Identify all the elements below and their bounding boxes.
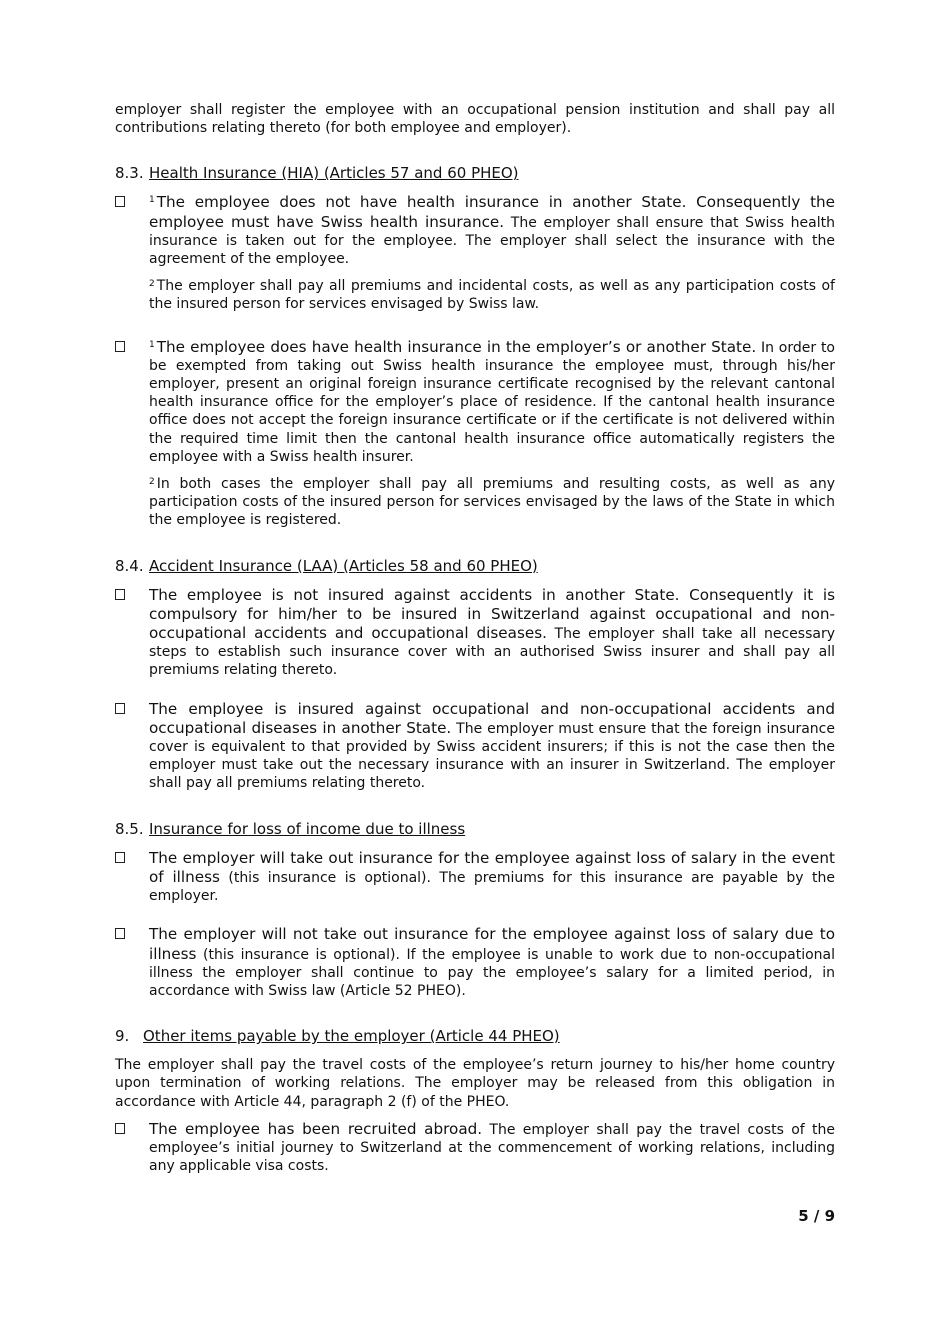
- recruited-abroad-option: [115, 1120, 835, 1176]
- section-8-5-heading: [115, 820, 835, 839]
- option-text: [149, 586, 835, 680]
- hia-option-2: [115, 338, 835, 530]
- checkbox[interactable]: [115, 928, 125, 939]
- option-paragraph-2: [149, 475, 835, 530]
- document-page: [115, 101, 835, 1175]
- section-title: Other items payable by the employer (Article 44 PHEO): [143, 1027, 560, 1046]
- checkbox[interactable]: [115, 852, 125, 863]
- section-8-3-heading: [115, 164, 835, 183]
- footnote-marker: 1: [149, 195, 155, 206]
- option-lead: The employee is insured against occupational and non-occupational accidents and occupational diseases in another State.: [149, 699, 835, 737]
- option-text: [149, 849, 835, 906]
- section-9-text: The employer shall pay the travel costs of the employee’s return journey to his/her home country upon termination of working relations. The employer may be released from this obligation in accordance with Article 44, paragraph 2 (f) of the PHEO.: [115, 1057, 835, 1110]
- section-number: 8.5.: [115, 819, 144, 838]
- hia-option-1: [115, 193, 835, 313]
- option-para2-text: The employer shall pay all premiums and incidental costs, as well as any participation costs of the insured person for services envisaged by Swiss law.: [149, 278, 835, 313]
- option-text: [149, 925, 835, 1000]
- option-lead: The employee does not have health insurance in another State. Consequently the employee must have Swiss health insurance.: [149, 193, 835, 231]
- checkbox[interactable]: [115, 703, 125, 714]
- option-lead: The employee does have health insurance in the employer’s or another State.: [156, 337, 757, 356]
- section-number: 8.4.: [115, 556, 144, 575]
- option-lead: The employee has been recruited abroad.: [149, 1119, 483, 1138]
- option-lead: The employer will not take out insurance for the employee against loss of salary due to illness: [149, 925, 835, 963]
- option-rest: The employer shall take all necessary steps to establish such insurance cover with an authorised Swiss insurer and shall pay all premiums relating thereto.: [149, 626, 835, 679]
- option-lead: The employee is not insured against accidents in another State. Consequently it is compulsory for him/her to be insured in Switzerland against occupational and non-occupational accidents and occupational diseases.: [149, 585, 835, 643]
- section-number: 9.: [115, 1027, 130, 1046]
- option-rest: (this insurance is optional). The premiums for this insurance are payable by the employer.: [149, 869, 836, 905]
- option-rest: (this insurance is optional). If the employee is unable to work due to non-occupational illness the employer shall continue to pay the employee’s salary for a limited period, in accordance with Swiss law (Article 52 PHEO).: [149, 946, 835, 999]
- footnote-marker: 2: [149, 477, 155, 488]
- option-rest: In order to be exempted from taking out Swiss health insurance the employee must, through his/her employer, present an original foreign insurance certificate recognised by the relevant cantonal health insurance office for the employer’s place of residence. If the cantonal health insurance office does not accept the foreign insurance certificate or if the certificate is not delivered within the required time limit then the cantonal health insurance office automatically registers the employee with a Swiss health insurer.: [149, 339, 835, 465]
- section-number: 8.3.: [115, 164, 144, 183]
- option-rest: The employer shall pay the travel costs of the employee’s initial journey to Switzerland at the commencement of working relations, including any applicable visa costs.: [149, 1121, 835, 1175]
- option-text: [149, 193, 835, 268]
- section-title: Health Insurance (HIA) (Articles 57 and 60 PHEO): [149, 164, 519, 183]
- laa-option-1: [115, 586, 835, 680]
- checkbox[interactable]: [115, 1123, 125, 1134]
- option-rest: The employer shall ensure that Swiss health insurance is taken out for the employee. The employer shall select the insurance with the agreement of the employee.: [149, 214, 835, 268]
- laa-option-2: [115, 700, 835, 793]
- option-rest: The employer must ensure that the foreign insurance cover is equivalent to that provided by Swiss accident insurers; if this is not the case then the employer must take out the necessary insurance with an insurer in Switzerland. The employer shall pay all premiums relating thereto.: [149, 720, 835, 792]
- option-paragraph-2: [149, 277, 835, 313]
- section-title: Accident Insurance (LAA) (Articles 58 and 60 PHEO): [149, 556, 538, 575]
- option-text: [149, 1120, 835, 1176]
- footnote-marker: 2: [149, 279, 155, 290]
- page-number: 5 / 9: [798, 1207, 835, 1225]
- option-text: [149, 700, 835, 793]
- option-lead: The employer will take out insurance for the employee against loss of salary in the event of illness: [149, 848, 835, 886]
- section-8-4-heading: [115, 557, 835, 576]
- checkbox[interactable]: [115, 589, 125, 600]
- checkbox[interactable]: [115, 341, 125, 352]
- section-9-heading: [115, 1027, 835, 1046]
- illness-option-1: [115, 849, 835, 906]
- section-title: Insurance for loss of income due to illness: [149, 819, 466, 838]
- option-text: [149, 338, 835, 466]
- illness-option-2: [115, 925, 835, 1000]
- option-para2-text: In both cases the employer shall pay all premiums and resulting costs, as well as any participation costs of the insured person for services envisaged by the laws of the State in which the employee is registered.: [149, 476, 835, 529]
- checkbox[interactable]: [115, 196, 125, 207]
- intro-paragraph: employer shall register the employee with an occupational pension institution and shall pay all contributions relating thereto (for both employee and employer).: [115, 102, 835, 137]
- footnote-marker: 1: [149, 339, 155, 350]
